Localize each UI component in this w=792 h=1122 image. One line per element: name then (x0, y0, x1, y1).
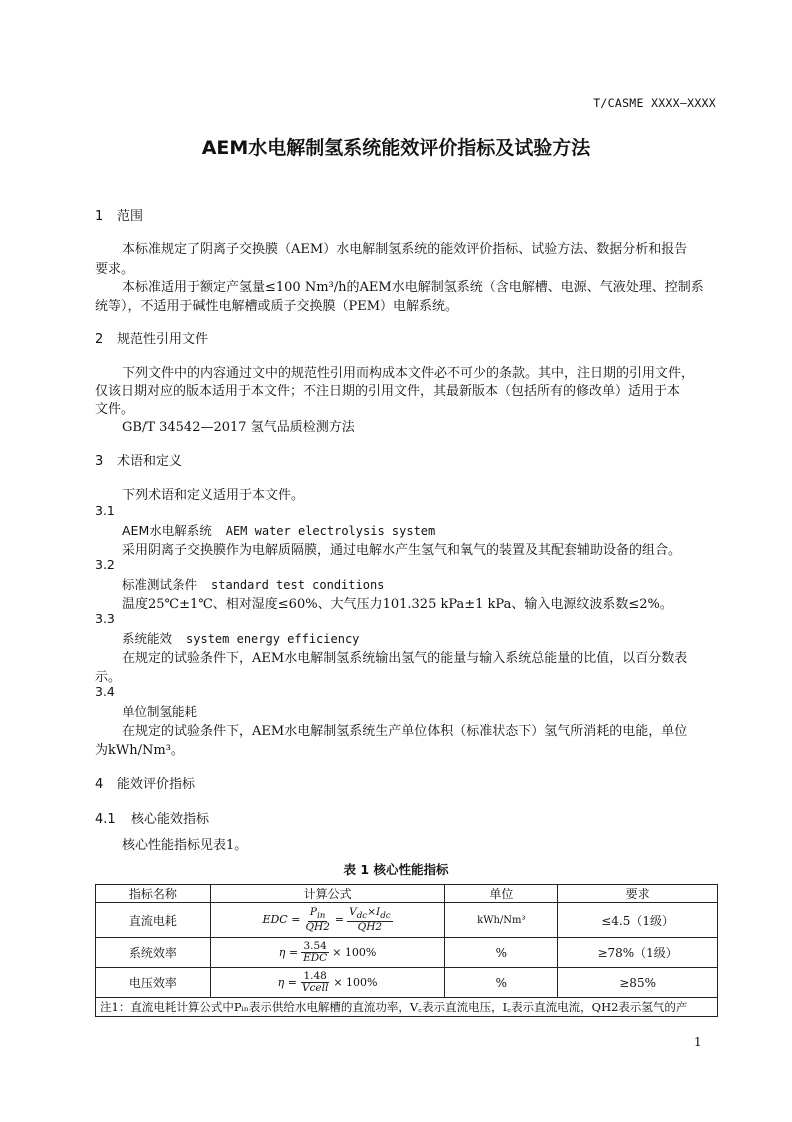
unit-cell: kWh/Nm³ (445, 903, 558, 938)
efficiency-formula (279, 941, 377, 964)
column-header: 计算公式 (210, 885, 445, 903)
subsection-title: 核心能效指标 (131, 812, 210, 827)
table-note: 注1：直流电耗计算公式中Pᵢₙ表示供给水电解槽的直流功率，V꜀表示直流电压，I꜀表示直流电流，QH2表示氢气的产 (96, 998, 718, 1017)
fraction (347, 907, 393, 933)
term-title (122, 702, 197, 720)
section-title: 范围 (117, 209, 144, 224)
formula-cell (210, 903, 445, 938)
indicator-name: 直流电耗 (96, 903, 211, 938)
symbol: P (309, 905, 317, 918)
page-number: 1 (694, 1035, 702, 1049)
numerator (308, 907, 328, 922)
paragraph-line: 仅该日期对应的版本适用于本文件；不注日期的引用文件，其最新版本（包括所有的修改单）适用于本 (95, 384, 681, 399)
paragraph-line: 核心性能指标见表1。 (122, 838, 248, 853)
term-definition: 在规定的试验条件下，AEM水电解制氢系统生产单位体积（标准状态下）氢气所消耗的电能，单位 (122, 724, 688, 739)
section-number: 1 (95, 209, 104, 224)
section-title: 规范性引用文件 (117, 332, 209, 347)
section-4-heading (95, 773, 195, 792)
section-1-heading (95, 205, 143, 224)
term-definition: 温度25℃±1℃、相对湿度≤60%、大气压力101.325 kPa±1 kPa、输入电源纹波系数≤2%。 (122, 597, 673, 612)
term-number: 3.2 (95, 557, 115, 572)
equals-sign: = (334, 913, 345, 927)
section-number: 2 (95, 332, 104, 347)
requirement-cell: ≤4.5（1级） (558, 903, 718, 938)
section-number: 3 (95, 454, 104, 469)
page-title: AEM水电解制氢系统能效评价指标及试验方法 (201, 137, 591, 159)
voltage-efficiency-formula (278, 971, 378, 994)
subsection-number: 4.1 (95, 812, 116, 827)
denominator: EDC (303, 952, 328, 964)
paragraph-line: 统等），不适用于碱性电解槽或质子交换膜（PEM）电解系统。 (95, 299, 459, 314)
symbol: V (349, 905, 357, 918)
term-number: 3.4 (95, 684, 115, 699)
term-number: 3.1 (95, 503, 115, 518)
term-definition: 采用阴离子交换膜作为电解质隔膜，通过电解水产生氢气和氧气的装置及其配套辅助设备的组合。 (122, 543, 682, 558)
paragraph-line: 本标准适用于额定产氢量≤100 Nm³/h的AEM水电解制氢系统（含电解槽、电源、气液处理、控制系 (122, 280, 704, 295)
fraction (300, 971, 330, 994)
symbol: I (376, 905, 381, 918)
term-zh: 单位制氢能耗 (122, 704, 198, 719)
section-title: 能效评价指标 (117, 777, 196, 792)
term-title (122, 629, 359, 647)
term-number: 3.3 (95, 611, 115, 626)
normative-reference: GB/T 34542—2017 氢气品质检测方法 (122, 420, 355, 435)
requirement-cell: ≥85% (558, 968, 718, 998)
section-title: 术语和定义 (117, 454, 183, 469)
table-caption: 表 1 核心性能指标 (343, 862, 449, 877)
table-row (96, 903, 718, 938)
term-en: AEM water electrolysis system (225, 524, 436, 538)
unit-cell: % (445, 938, 558, 968)
paragraph-line: 下列术语和定义适用于本文件。 (122, 488, 305, 503)
formula-cell (210, 968, 445, 998)
paragraph-line: 下列文件中的内容通过文中的规范性引用而构成本文件必不可少的条款。其中，注日期的引用文件， (122, 366, 695, 381)
edc-formula (262, 907, 392, 933)
numerator: 3.54 (303, 939, 327, 952)
table-note-row (96, 998, 718, 1017)
indicator-name: 系统效率 (96, 938, 211, 968)
subscript: dc (356, 910, 368, 921)
column-header: 指标名称 (96, 885, 211, 903)
numerator: 1.48 (303, 969, 327, 982)
term-zh: AEM水电解系统 (122, 523, 212, 538)
indicator-name: 电压效率 (96, 968, 211, 998)
term-title (122, 521, 435, 539)
table-row (96, 968, 718, 998)
term-zh: 系统能效 (122, 631, 173, 646)
fraction (301, 941, 329, 964)
formula-lhs: η = (277, 976, 297, 989)
term-title (122, 575, 384, 593)
formula-tail: × 100% (333, 976, 378, 989)
formula-tail: × 100% (332, 946, 377, 959)
term-en: standard test conditions (211, 578, 385, 592)
term-definition: 为kWh/Nm³。 (95, 743, 184, 758)
term-definition: 在规定的试验条件下，AEM水电解制氢系统输出氢气的能量与输入系统总能量的比值，以百分数表 (122, 651, 688, 666)
term-zh: 标准测试条件 (122, 577, 198, 592)
paragraph-line: 要求。 (95, 262, 135, 277)
subscript: in (316, 910, 326, 921)
section-2-heading (95, 328, 208, 347)
standard-number: T/CASME XXXX—XXXX (593, 96, 716, 110)
term-en: system energy efficiency (186, 632, 360, 646)
section-number: 4 (95, 777, 104, 792)
subsection-4-1-heading (95, 808, 209, 827)
paragraph-line: 文件。 (95, 402, 135, 417)
term-definition: 示。 (95, 670, 122, 685)
table-header-row (96, 885, 718, 903)
subscript: dc (380, 910, 391, 921)
column-header: 要求 (558, 885, 718, 903)
requirement-cell: ≥78%（1级） (558, 938, 718, 968)
unit-cell: % (445, 968, 558, 998)
core-performance-table (95, 884, 718, 1017)
times-sign: × (367, 905, 377, 918)
denominator: Vcell (301, 982, 329, 994)
paragraph-line: 本标准规定了阴离子交换膜（AEM）水电解制氢系统的能效评价指标、试验方法、数据分析和报告 (122, 242, 688, 257)
denominator: QH2 (305, 921, 330, 934)
column-header: 单位 (445, 885, 558, 903)
fraction (303, 907, 331, 933)
formula-cell (210, 938, 445, 968)
table-row (96, 938, 718, 968)
formula-lhs: η = (278, 946, 299, 959)
numerator (347, 907, 393, 922)
section-3-heading (95, 450, 182, 469)
formula-lhs: EDC = (262, 913, 301, 927)
denominator: QH2 (357, 921, 383, 934)
